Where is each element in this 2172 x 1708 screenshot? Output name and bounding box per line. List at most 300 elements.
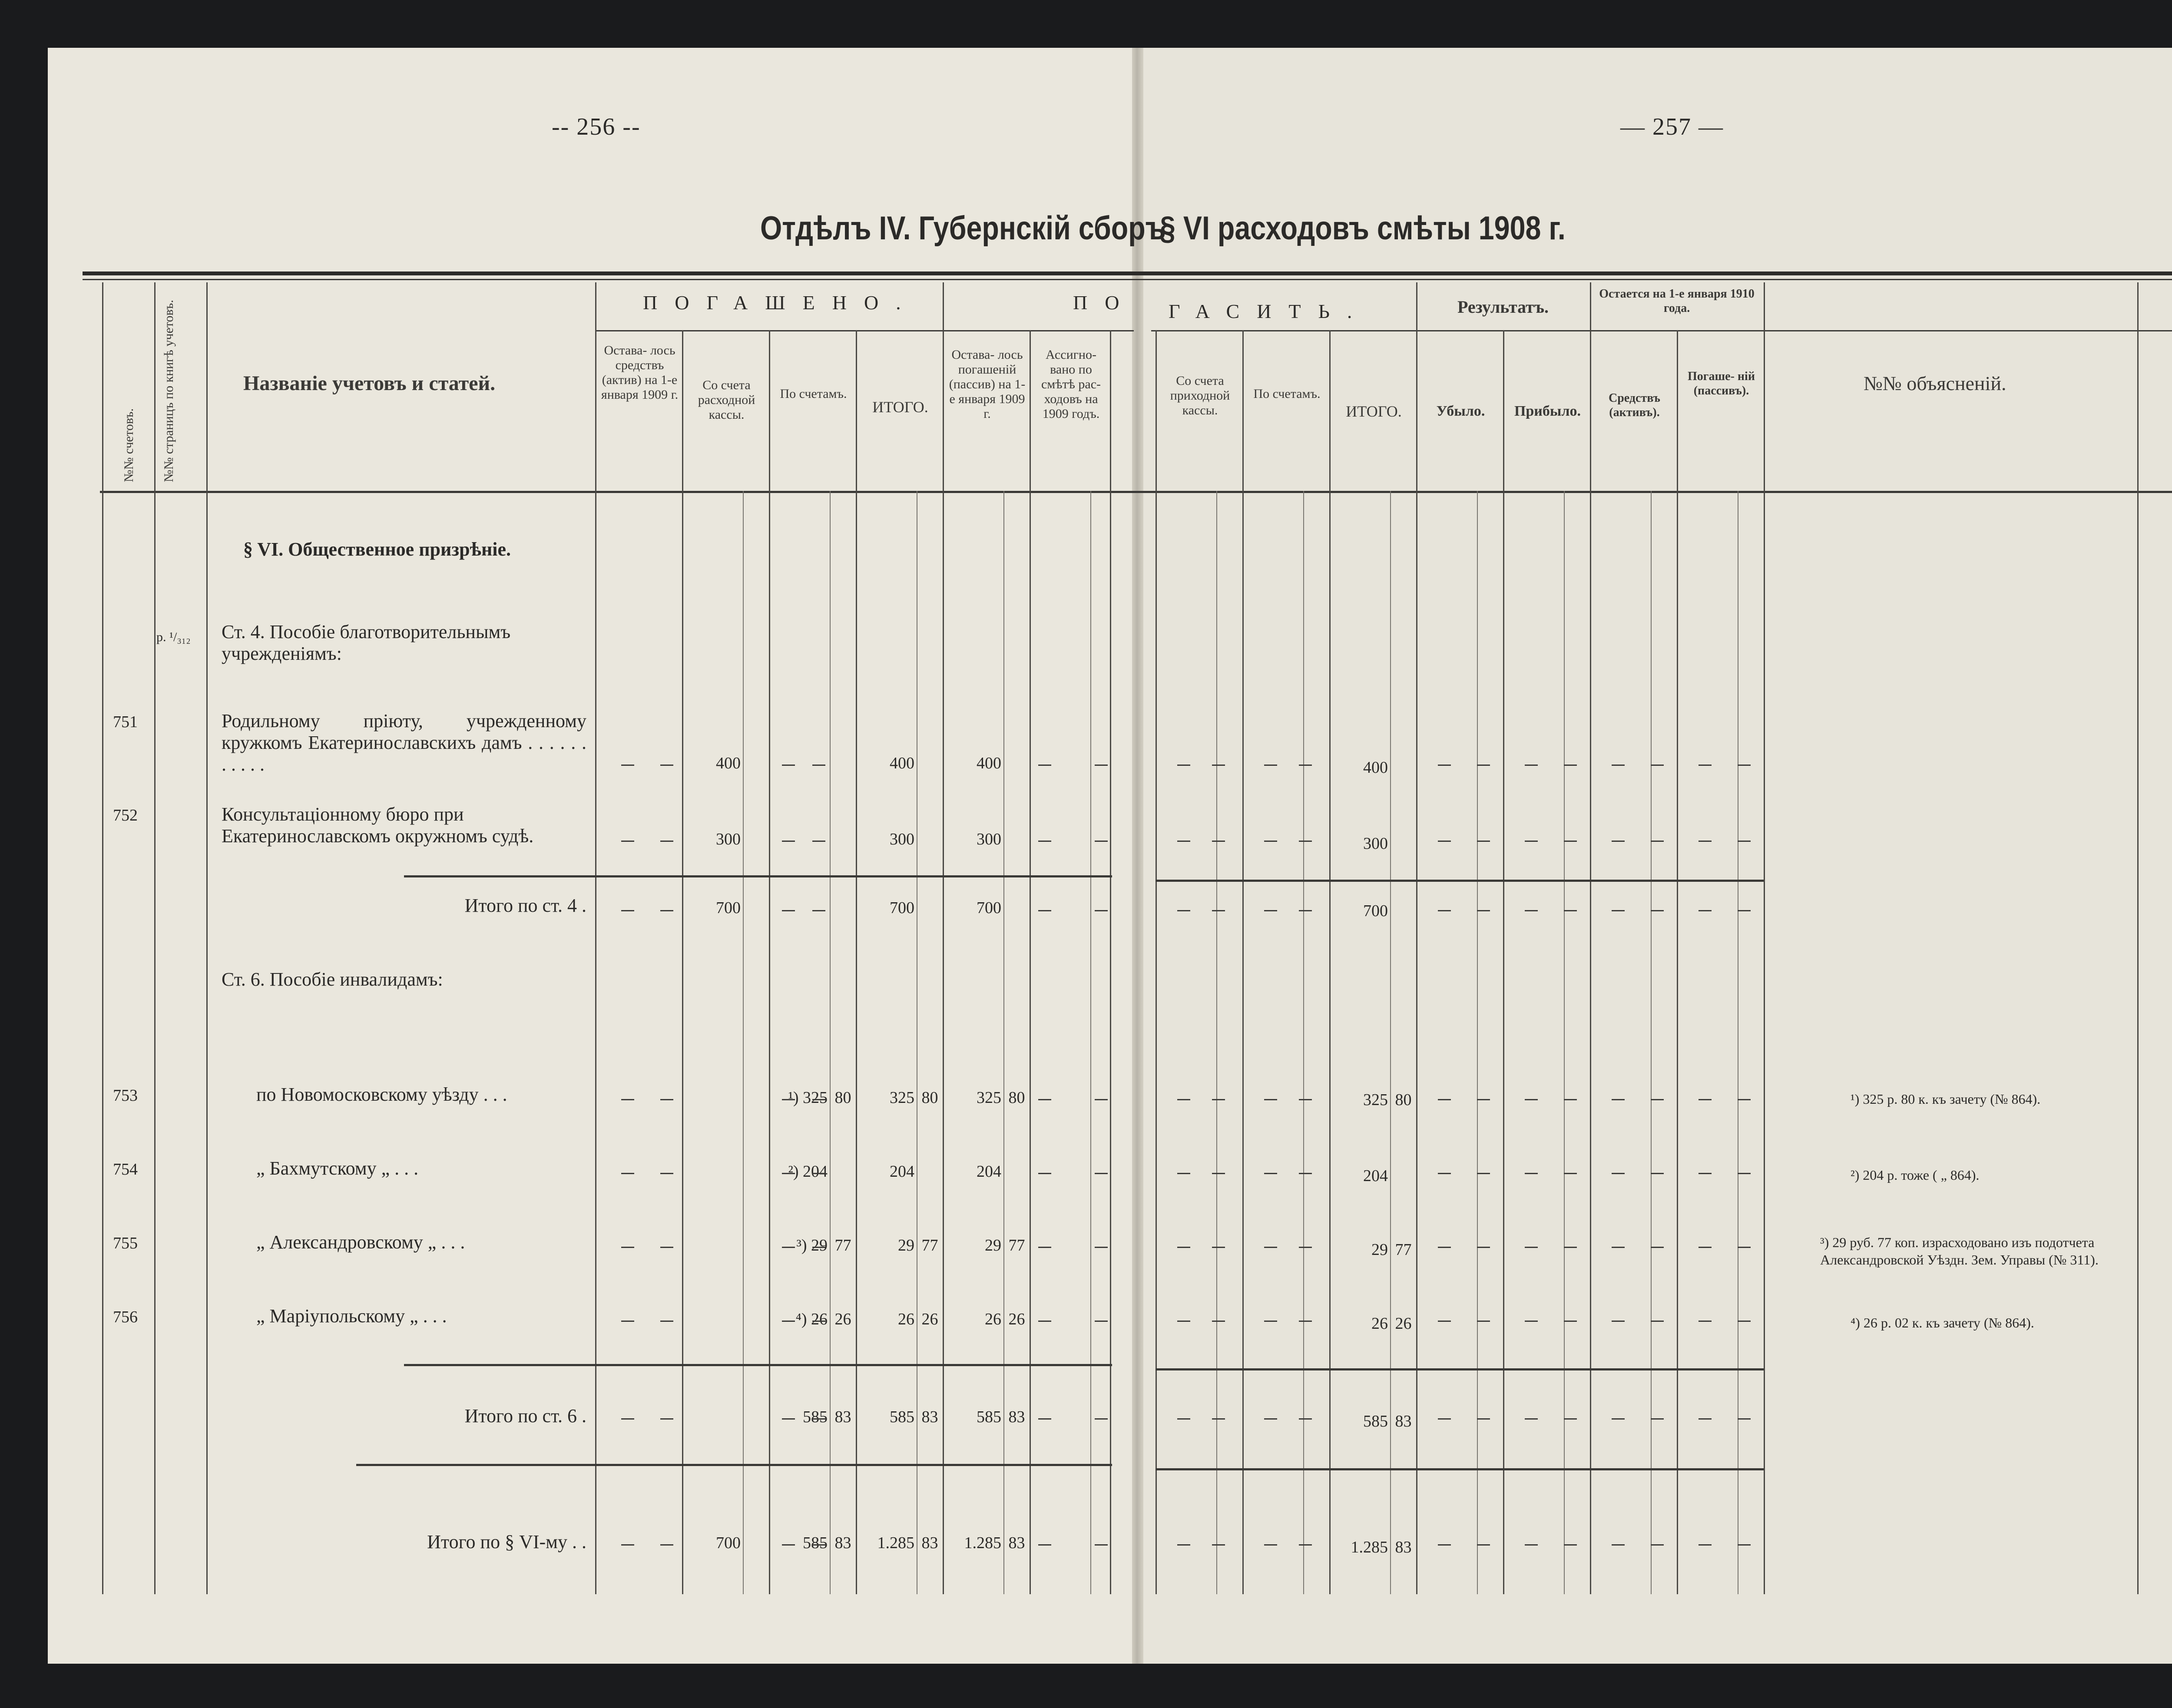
col-rule — [1242, 330, 1244, 1594]
empty-cell-dash — [1612, 1099, 1625, 1100]
hdr-repaid-accounts: По счетамъ. — [780, 387, 847, 401]
empty-cell-dash — [1525, 1247, 1538, 1248]
empty-cell-dash — [1651, 1544, 1664, 1546]
hdr-group-remaining: Остается на 1-е января 1910 года. — [1599, 287, 1755, 315]
empty-cell-dash — [1612, 910, 1625, 911]
empty-cell-dash — [1212, 1321, 1225, 1322]
book-gutter — [1132, 48, 1143, 1664]
empty-cell-dash — [1212, 765, 1225, 766]
art6-total-liab-k: 83 — [1008, 1408, 1025, 1426]
empty-cell-dash — [1038, 765, 1051, 766]
hdr-group-torepay-right: ГАСИТЬ. — [1169, 300, 1370, 322]
section-total-total-k: 83 — [921, 1534, 938, 1552]
hdr-remain-funds: Средствъ (активъ). — [1609, 391, 1660, 419]
row-751-liab: 400 — [977, 754, 1001, 772]
empty-cell-dash — [1477, 1173, 1490, 1174]
row-751-ptotal: 400 — [1363, 758, 1388, 777]
row-753-no: 753 — [113, 1086, 138, 1105]
hdr-result-gain: Прибыло. — [1514, 403, 1581, 419]
kop-rule — [1477, 491, 1478, 1594]
hdr-account-no: №№ счетовъ. — [122, 408, 136, 482]
empty-cell-dash — [1438, 910, 1451, 911]
col-rule — [1590, 282, 1591, 1594]
empty-cell-dash — [621, 1099, 634, 1100]
hdr-result-loss: Убыло. — [1436, 403, 1485, 419]
row-754-note: ²) 204 р. тоже ( „ 864). — [1851, 1167, 1980, 1183]
empty-cell-dash — [1612, 765, 1625, 766]
empty-cell-dash — [1299, 841, 1312, 842]
row-755-ptotal-k: 77 — [1395, 1241, 1412, 1259]
row-753-note: ¹) 325 р. 80 к. къ зачету (№ 864). — [1851, 1091, 2041, 1107]
row-756-label: „ Маріупольскому „ . . . — [256, 1305, 447, 1327]
section-total-accounts-k: 83 — [834, 1534, 851, 1552]
row-756-no: 756 — [113, 1308, 138, 1326]
art4-total-rule-right — [1156, 880, 1764, 882]
col-rule — [1503, 330, 1504, 1594]
empty-cell-dash — [1212, 1173, 1225, 1174]
col-rule — [1030, 330, 1031, 1594]
hdr-repaid-assets: Остава- лось средствъ (актив) на 1-е января 1909 г. — [601, 343, 679, 402]
art4-total-ptotal: 700 — [1363, 902, 1388, 920]
section-total-liab-k: 83 — [1008, 1534, 1025, 1552]
hdr-torepay-assigned: Ассигно- вано по смѣтѣ рас- ходовъ на 1909 годъ. — [1041, 348, 1101, 421]
empty-cell-dash — [782, 1099, 795, 1100]
row-756-ptotal: 26 — [1371, 1314, 1388, 1333]
empty-cell-dash — [1477, 1099, 1490, 1100]
empty-cell-dash — [1095, 1247, 1108, 1248]
empty-cell-dash — [1212, 841, 1225, 842]
empty-cell-dash — [1699, 1099, 1712, 1100]
empty-cell-dash — [621, 1544, 634, 1546]
empty-cell-dash — [782, 1173, 795, 1174]
empty-cell-dash — [1212, 1099, 1225, 1100]
empty-cell-dash — [1095, 910, 1108, 911]
hdr-torepay-liab: Остава- лось погашеній (пассив) на 1-е января 1909 г. — [949, 348, 1026, 421]
empty-cell-dash — [1612, 841, 1625, 842]
empty-cell-dash — [1264, 1099, 1277, 1100]
empty-cell-dash — [1299, 910, 1312, 911]
empty-cell-dash — [812, 1247, 825, 1248]
row-751-cash: 400 — [716, 754, 741, 772]
art6-total-total-k: 83 — [921, 1408, 938, 1426]
empty-cell-dash — [812, 1418, 825, 1420]
art6-total-rule-right — [1156, 1368, 1764, 1370]
empty-cell-dash — [621, 1321, 634, 1322]
empty-cell-dash — [1564, 1247, 1577, 1248]
empty-cell-dash — [621, 1173, 634, 1174]
empty-cell-dash — [1525, 1418, 1538, 1420]
empty-cell-dash — [1699, 841, 1712, 842]
art6-total-accounts-k: 83 — [834, 1408, 851, 1426]
row-755-label: „ Александровскому „ . . . — [256, 1231, 465, 1253]
row-752-total: 300 — [890, 830, 914, 848]
section-title: § VI. Общественное призрѣніе. — [243, 539, 511, 560]
section-total-ptotal: 1.285 — [1351, 1538, 1388, 1556]
empty-cell-dash — [1264, 1173, 1277, 1174]
hdr-group-repaid: ПОГАШЕНО. — [643, 291, 918, 314]
empty-cell-dash — [1438, 1544, 1451, 1546]
row-755-total: 29 — [898, 1236, 914, 1255]
kop-rule — [1216, 491, 1217, 1594]
col-rule — [769, 330, 770, 1594]
kop-rule — [1003, 491, 1004, 1594]
empty-cell-dash — [1177, 910, 1190, 911]
row-752-label: Консультаціонному бюро при Екатеринославскомъ окружномъ судѣ. — [222, 804, 534, 847]
empty-cell-dash — [1299, 1247, 1312, 1248]
empty-cell-dash — [1525, 910, 1538, 911]
empty-cell-dash — [1438, 765, 1451, 766]
empty-cell-dash — [1525, 1544, 1538, 1546]
row-752-liab: 300 — [977, 830, 1001, 848]
empty-cell-dash — [1038, 841, 1051, 842]
empty-cell-dash — [782, 1544, 795, 1546]
art6-total-accounts: 585 — [803, 1408, 828, 1426]
hdr-page-no: №№ страницъ по книгѣ учетовъ. — [162, 300, 176, 482]
empty-cell-dash — [1177, 1173, 1190, 1174]
art6-title: Ст. 6. Пособіе инвалидамъ: — [222, 969, 443, 990]
art4-total-label: Итого по ст. 4 . — [464, 895, 586, 916]
hdr-name: Названіе учетовъ и статей. — [243, 372, 496, 395]
row-752-ptotal: 300 — [1363, 834, 1388, 853]
empty-cell-dash — [1525, 841, 1538, 842]
empty-cell-dash — [1264, 910, 1277, 911]
row-754-no: 754 — [113, 1160, 138, 1178]
empty-cell-dash — [812, 1173, 825, 1174]
empty-cell-dash — [660, 1544, 673, 1546]
kop-rule — [830, 491, 831, 1594]
row-754-liab: 204 — [977, 1162, 1001, 1181]
kop-rule — [1090, 491, 1091, 1594]
art6-total-total: 585 — [890, 1408, 914, 1426]
section-total-rule — [356, 1464, 1112, 1466]
row-753-liab-k: 80 — [1008, 1089, 1025, 1107]
empty-cell-dash — [1264, 1247, 1277, 1248]
empty-cell-dash — [1212, 1544, 1225, 1546]
empty-cell-dash — [1038, 1173, 1051, 1174]
row-754-label: „ Бахмутскому „ . . . — [256, 1158, 419, 1179]
empty-cell-dash — [1651, 910, 1664, 911]
empty-cell-dash — [1612, 1418, 1625, 1420]
row-753-total: 325 — [890, 1089, 914, 1107]
section-total-cash: 700 — [716, 1534, 741, 1552]
empty-cell-dash — [1038, 1544, 1051, 1546]
empty-cell-dash — [1651, 1418, 1664, 1420]
row-756-accounts: ⁴) 26 — [795, 1310, 828, 1328]
empty-cell-dash — [1477, 841, 1490, 842]
empty-cell-dash — [1264, 1544, 1277, 1546]
empty-cell-dash — [1438, 841, 1451, 842]
empty-cell-dash — [1612, 1173, 1625, 1174]
empty-cell-dash — [660, 765, 673, 766]
torepay-sub-rule — [1151, 330, 2172, 331]
row-751-label: Родильному пріюту, учрежденному кружкомъ Екатеринославскихъ дамъ . . . . . . . . . . . — [222, 710, 586, 775]
empty-cell-dash — [1038, 1247, 1051, 1248]
empty-cell-dash — [1738, 1418, 1751, 1420]
empty-cell-dash — [1564, 765, 1577, 766]
row-756-accounts-k: 26 — [834, 1310, 851, 1328]
col-rule — [154, 282, 156, 1594]
empty-cell-dash — [1699, 1544, 1712, 1546]
section-total-ptotal-k: 83 — [1395, 1538, 1412, 1556]
empty-cell-dash — [1212, 1418, 1225, 1420]
empty-cell-dash — [1095, 1321, 1108, 1322]
top-rule — [83, 271, 2172, 275]
empty-cell-dash — [1177, 1321, 1190, 1322]
empty-cell-dash — [1264, 1418, 1277, 1420]
empty-cell-dash — [1738, 841, 1751, 842]
empty-cell-dash — [1095, 841, 1108, 842]
empty-cell-dash — [1699, 1247, 1712, 1248]
col-rule — [1110, 330, 1111, 1594]
kop-rule — [743, 491, 744, 1594]
empty-cell-dash — [1299, 1099, 1312, 1100]
empty-cell-dash — [1564, 910, 1577, 911]
art6-total-ptotal: 585 — [1363, 1412, 1388, 1430]
empty-cell-dash — [1299, 1173, 1312, 1174]
empty-cell-dash — [1264, 841, 1277, 842]
empty-cell-dash — [1438, 1321, 1451, 1322]
row-751-total: 400 — [890, 754, 914, 772]
empty-cell-dash — [621, 1247, 634, 1248]
col-rule — [1764, 282, 1765, 1594]
repaid-sub-rule — [595, 330, 1134, 331]
empty-cell-dash — [1438, 1173, 1451, 1174]
row-755-note: ³) 29 руб. 77 коп. израсходовано изъ подотчета Александровской Уѣздн. Зем. Управы (№ 311). — [1820, 1235, 2099, 1268]
empty-cell-dash — [1738, 1173, 1751, 1174]
empty-cell-dash — [1095, 765, 1108, 766]
empty-cell-dash — [1564, 1099, 1577, 1100]
empty-cell-dash — [812, 1321, 825, 1322]
section-total-liab: 1.285 — [964, 1534, 1001, 1552]
empty-cell-dash — [1038, 910, 1051, 911]
row-756-liab: 26 — [985, 1310, 1001, 1328]
kop-rule — [1651, 491, 1652, 1594]
row-756-liab-k: 26 — [1008, 1310, 1025, 1328]
empty-cell-dash — [782, 1321, 795, 1322]
empty-cell-dash — [1651, 1173, 1664, 1174]
col-rule — [102, 282, 103, 1594]
hdr-torepay-accounts: По счетамъ. — [1253, 387, 1321, 401]
empty-cell-dash — [1264, 1321, 1277, 1322]
section-total-total: 1.285 — [877, 1534, 914, 1552]
empty-cell-dash — [1177, 1544, 1190, 1546]
col-rule — [1416, 282, 1417, 1594]
empty-cell-dash — [1477, 910, 1490, 911]
empty-cell-dash — [1095, 1173, 1108, 1174]
empty-cell-dash — [1438, 1247, 1451, 1248]
empty-cell-dash — [660, 1418, 673, 1420]
empty-cell-dash — [1651, 1099, 1664, 1100]
empty-cell-dash — [1699, 765, 1712, 766]
art6-total-rule — [404, 1364, 1112, 1366]
art6-total-label: Итого по ст. 6 . — [464, 1405, 586, 1427]
empty-cell-dash — [660, 1321, 673, 1322]
art4-total-liab: 700 — [977, 899, 1001, 917]
row-753-ptotal: 325 — [1363, 1091, 1388, 1109]
row-752-cash: 300 — [716, 830, 741, 848]
empty-cell-dash — [621, 910, 634, 911]
empty-cell-dash — [660, 1099, 673, 1100]
section-total-label: Итого по § VI-му . . — [427, 1531, 586, 1552]
hdr-notes: №№ объясненій. — [1864, 372, 2006, 394]
col-rule — [943, 282, 944, 1594]
row-753-liab: 325 — [977, 1089, 1001, 1107]
empty-cell-dash — [1738, 765, 1751, 766]
empty-cell-dash — [1095, 1099, 1108, 1100]
empty-cell-dash — [1299, 765, 1312, 766]
title-left: Отдѣлъ IV. Губернскій сборъ — [760, 210, 1166, 247]
col-rule — [1156, 330, 1157, 1594]
hdr-torepay-total: ИТОГО. — [1346, 403, 1402, 420]
empty-cell-dash — [1651, 765, 1664, 766]
row-753-accounts-k: 80 — [834, 1089, 851, 1107]
empty-cell-dash — [1038, 1321, 1051, 1322]
art6-total-liab: 585 — [977, 1408, 1001, 1426]
empty-cell-dash — [1477, 1321, 1490, 1322]
empty-cell-dash — [1438, 1099, 1451, 1100]
row-753-ptotal-k: 80 — [1395, 1091, 1412, 1109]
row-754-total: 204 — [890, 1162, 914, 1181]
kop-rule — [1303, 491, 1304, 1594]
empty-cell-dash — [812, 1099, 825, 1100]
section-total-rule-right — [1156, 1468, 1764, 1470]
section-total-accounts: 585 — [803, 1534, 828, 1552]
book-spread — [48, 48, 2172, 1664]
empty-cell-dash — [1699, 1418, 1712, 1420]
row-754-accounts: ²) 204 — [788, 1162, 828, 1181]
empty-cell-dash — [1612, 1544, 1625, 1546]
right-page-number: — 257 — — [1620, 113, 1724, 140]
empty-cell-dash — [1564, 841, 1577, 842]
row-755-accounts: ³) 29 — [796, 1236, 828, 1255]
empty-cell-dash — [621, 1418, 634, 1420]
empty-cell-dash — [812, 910, 825, 911]
empty-cell-dash — [1738, 1321, 1751, 1322]
empty-cell-dash — [812, 1544, 825, 1546]
row-755-ptotal: 29 — [1371, 1241, 1388, 1259]
row-755-accounts-k: 77 — [834, 1236, 851, 1255]
empty-cell-dash — [1651, 1321, 1664, 1322]
empty-cell-dash — [782, 765, 795, 766]
empty-cell-dash — [782, 841, 795, 842]
empty-cell-dash — [1177, 765, 1190, 766]
col-rule — [595, 282, 596, 1594]
row-751-no: 751 — [113, 713, 138, 731]
empty-cell-dash — [1299, 1418, 1312, 1420]
row-754-ptotal: 204 — [1363, 1167, 1388, 1185]
empty-cell-dash — [1738, 1247, 1751, 1248]
empty-cell-dash — [1477, 1247, 1490, 1248]
empty-cell-dash — [1095, 1418, 1108, 1420]
row-755-no: 755 — [113, 1234, 138, 1252]
col-rule — [856, 330, 857, 1594]
row-753-accounts: ¹) 325 — [788, 1089, 828, 1107]
col-rule — [206, 282, 208, 1594]
row-753-total-k: 80 — [921, 1089, 938, 1107]
empty-cell-dash — [812, 765, 825, 766]
empty-cell-dash — [1651, 1247, 1664, 1248]
row-752-no: 752 — [113, 806, 138, 824]
empty-cell-dash — [1651, 841, 1664, 842]
col-rule — [1677, 330, 1678, 1594]
col-rule — [2137, 282, 2139, 1594]
row-755-liab-k: 77 — [1008, 1236, 1025, 1255]
empty-cell-dash — [1477, 1544, 1490, 1546]
left-page-number: -- 256 -- — [552, 113, 641, 140]
hdr-group-result: Результатъ. — [1457, 297, 1549, 317]
empty-cell-dash — [1564, 1321, 1577, 1322]
empty-cell-dash — [1177, 1247, 1190, 1248]
empty-cell-dash — [1525, 765, 1538, 766]
empty-cell-dash — [1038, 1099, 1051, 1100]
kop-rule — [1390, 491, 1391, 1594]
hdr-torepay-cash: Со счета приходной кассы. — [1170, 374, 1230, 417]
row-755-total-k: 77 — [921, 1236, 938, 1255]
row-756-total: 26 — [898, 1310, 914, 1328]
row-756-note: ⁴) 26 р. 02 к. къ зачету (№ 864). — [1851, 1315, 2034, 1331]
empty-cell-dash — [1738, 1099, 1751, 1100]
empty-cell-dash — [1299, 1544, 1312, 1546]
top-rule-2 — [83, 279, 2172, 280]
empty-cell-dash — [1564, 1418, 1577, 1420]
art6-total-ptotal-k: 83 — [1395, 1412, 1412, 1430]
col-rule — [682, 330, 683, 1594]
page-ref: р. ¹/₃₁₂ — [156, 630, 191, 644]
empty-cell-dash — [660, 910, 673, 911]
empty-cell-dash — [621, 765, 634, 766]
art4-title: Ст. 4. Пособіе благотворительнымъ учрежденіямъ: — [222, 621, 511, 664]
empty-cell-dash — [782, 910, 795, 911]
empty-cell-dash — [1525, 1321, 1538, 1322]
empty-cell-dash — [1095, 1544, 1108, 1546]
hdr-repaid-cash: Со счета расходной кассы. — [698, 378, 755, 422]
empty-cell-dash — [1212, 1247, 1225, 1248]
empty-cell-dash — [782, 1418, 795, 1420]
row-756-ptotal-k: 26 — [1395, 1314, 1412, 1333]
empty-cell-dash — [1738, 1544, 1751, 1546]
title-right: § VI расходовъ смѣты 1908 г. — [1160, 210, 1566, 247]
row-756-total-k: 26 — [921, 1310, 938, 1328]
empty-cell-dash — [1525, 1099, 1538, 1100]
empty-cell-dash — [782, 1247, 795, 1248]
art4-total-rule — [404, 875, 1112, 877]
empty-cell-dash — [812, 841, 825, 842]
empty-cell-dash — [1612, 1247, 1625, 1248]
empty-cell-dash — [1477, 1418, 1490, 1420]
empty-cell-dash — [1699, 910, 1712, 911]
empty-cell-dash — [660, 1247, 673, 1248]
empty-cell-dash — [1699, 1173, 1712, 1174]
empty-cell-dash — [1564, 1544, 1577, 1546]
empty-cell-dash — [1612, 1321, 1625, 1322]
art4-total-total: 700 — [890, 899, 914, 917]
hdr-repaid-total: ИТОГО. — [872, 398, 928, 416]
empty-cell-dash — [1264, 765, 1277, 766]
empty-cell-dash — [660, 841, 673, 842]
empty-cell-dash — [1299, 1321, 1312, 1322]
empty-cell-dash — [660, 1173, 673, 1174]
art4-total-cash: 700 — [716, 899, 741, 917]
empty-cell-dash — [621, 841, 634, 842]
header-bottom-rule — [100, 491, 2172, 493]
empty-cell-dash — [1525, 1173, 1538, 1174]
empty-cell-dash — [1564, 1173, 1577, 1174]
kop-rule — [1564, 491, 1565, 1594]
empty-cell-dash — [1212, 910, 1225, 911]
row-755-liab: 29 — [985, 1236, 1001, 1255]
empty-cell-dash — [1038, 1418, 1051, 1420]
hdr-group-torepay-left: ПО — [1073, 291, 1137, 314]
